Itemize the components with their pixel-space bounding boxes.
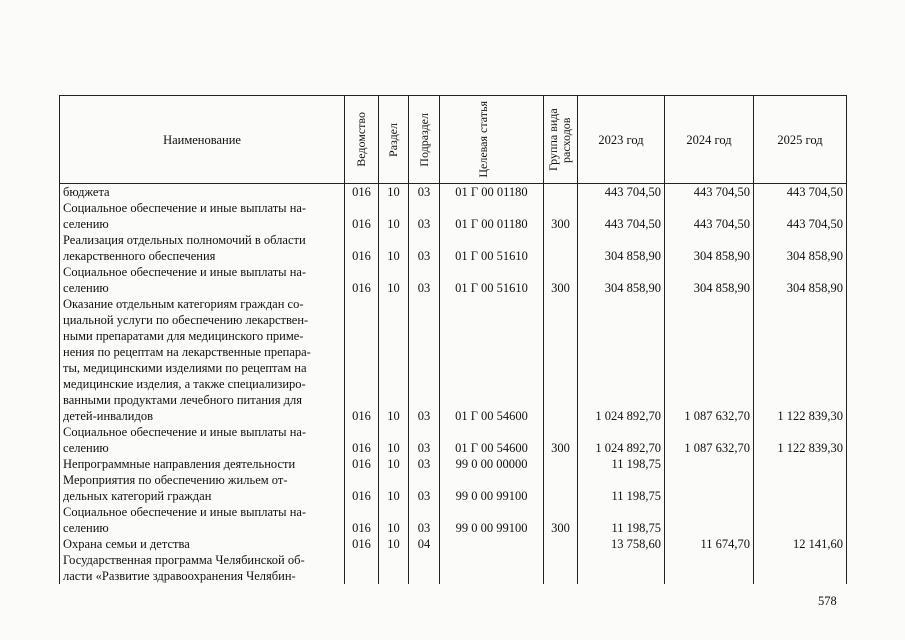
table-row — [60, 552, 847, 584]
row-expense-group — [544, 296, 578, 424]
row-dept: 016 — [345, 424, 379, 456]
row-article: 01 Г 00 51610 — [440, 264, 544, 296]
row-section: 10 — [379, 536, 409, 552]
row-subsection: 03 — [409, 200, 440, 232]
table-row — [60, 472, 847, 504]
row-dept: 016 — [345, 184, 379, 201]
row-value-2024: 443 704,50 — [665, 200, 754, 232]
row-value-2023: 11 198,75 — [578, 504, 665, 536]
row-article — [440, 536, 544, 552]
row-name-line: Социальное обеспечение и иные выплаты на- — [63, 265, 307, 279]
row-value-2024: 1 087 632,70 — [665, 296, 754, 424]
row-name — [60, 504, 345, 536]
table-row — [60, 184, 847, 201]
row-value-2023: 11 198,75 — [578, 472, 665, 504]
table-row — [60, 536, 847, 552]
row-name — [60, 232, 345, 264]
row-subsection: 03 — [409, 184, 440, 201]
row-value-2023: 13 758,60 — [578, 536, 665, 552]
row-section: 10 — [379, 200, 409, 232]
row-name-line: Оказание отдельным категориям граждан со- — [63, 297, 304, 311]
row-value-2023: 443 704,50 — [578, 200, 665, 232]
row-dept: 016 — [345, 536, 379, 552]
row-dept: 016 — [345, 504, 379, 536]
row-dept: 016 — [345, 264, 379, 296]
row-name — [60, 536, 345, 552]
table-row — [60, 232, 847, 264]
row-section: 10 — [379, 296, 409, 424]
row-article: 99 0 00 99100 — [440, 472, 544, 504]
row-value-2025: 1 122 839,30 — [754, 424, 847, 456]
row-name — [60, 424, 345, 456]
row-subsection: 03 — [409, 232, 440, 264]
header-expense-group: Группа вида расходов — [544, 96, 578, 184]
row-name-line: Непрограммные направления деятельности — [63, 457, 296, 471]
row-name-line: ласти «Развитие здравоохранения Челябин- — [63, 569, 296, 583]
row-name — [60, 264, 345, 296]
row-value-2025: 1 122 839,30 — [754, 296, 847, 424]
row-name-line: Реализация отдельных полномочий в области — [63, 233, 306, 247]
row-expense-group: 300 — [544, 264, 578, 296]
row-value-2024 — [665, 472, 754, 504]
header-2023: 2023 год — [578, 96, 665, 184]
row-value-2024 — [665, 552, 754, 584]
row-value-2025: 304 858,90 — [754, 232, 847, 264]
row-article: 01 Г 00 01180 — [440, 200, 544, 232]
row-article: 01 Г 00 54600 — [440, 424, 544, 456]
row-value-2024: 304 858,90 — [665, 264, 754, 296]
row-value-2025 — [754, 472, 847, 504]
row-expense-group: 300 — [544, 504, 578, 536]
header-name: Наименование — [60, 96, 345, 184]
row-name-line: дельных категорий граждан — [63, 489, 212, 503]
row-name-line: селению — [63, 441, 109, 455]
table-body — [60, 184, 847, 585]
table-row — [60, 504, 847, 536]
row-name — [60, 296, 345, 424]
row-name-line: детей-инвалидов — [63, 409, 153, 423]
row-value-2025 — [754, 504, 847, 536]
row-expense-group — [544, 536, 578, 552]
row-expense-group — [544, 552, 578, 584]
row-subsection: 04 — [409, 536, 440, 552]
row-article: 01 Г 00 54600 — [440, 296, 544, 424]
row-section — [379, 552, 409, 584]
row-dept: 016 — [345, 200, 379, 232]
row-article: 99 0 00 99100 — [440, 504, 544, 536]
row-subsection — [409, 552, 440, 584]
row-section: 10 — [379, 264, 409, 296]
row-value-2023 — [578, 552, 665, 584]
row-name-line: Мероприятия по обеспечению жильем от- — [63, 473, 288, 487]
row-name-line: селению — [63, 521, 109, 535]
row-value-2025: 443 704,50 — [754, 184, 847, 201]
row-subsection: 03 — [409, 264, 440, 296]
row-name-line: Охрана семьи и детства — [63, 537, 190, 551]
row-value-2024 — [665, 456, 754, 472]
row-expense-group — [544, 472, 578, 504]
row-name-line: Социальное обеспечение и иные выплаты на- — [63, 505, 307, 519]
row-name-line: ванными продуктами лечебного питания для — [63, 393, 302, 407]
row-expense-group — [544, 184, 578, 201]
row-name — [60, 184, 345, 201]
row-value-2023: 1 024 892,70 — [578, 424, 665, 456]
row-section: 10 — [379, 232, 409, 264]
table-row — [60, 424, 847, 456]
header-2024: 2024 год — [665, 96, 754, 184]
row-expense-group: 300 — [544, 424, 578, 456]
row-name-line: нения по рецептам на лекарственные препара- — [63, 345, 311, 359]
table-row — [60, 296, 847, 424]
table-row — [60, 456, 847, 472]
row-name-line: Социальное обеспечение и иные выплаты на- — [63, 201, 307, 215]
row-article — [440, 552, 544, 584]
budget-table — [59, 95, 847, 584]
row-name-line: ными препаратами для медицинского приме- — [63, 329, 304, 343]
row-value-2024 — [665, 504, 754, 536]
table-row — [60, 200, 847, 232]
row-dept — [345, 552, 379, 584]
row-value-2025: 304 858,90 — [754, 264, 847, 296]
row-value-2023: 1 024 892,70 — [578, 296, 665, 424]
row-subsection: 03 — [409, 472, 440, 504]
row-name-line: Социальное обеспечение и иные выплаты на- — [63, 425, 307, 439]
row-name-line: бюджета — [63, 185, 110, 199]
row-section: 10 — [379, 504, 409, 536]
row-value-2025: 443 704,50 — [754, 200, 847, 232]
row-section: 10 — [379, 456, 409, 472]
row-value-2024: 1 087 632,70 — [665, 424, 754, 456]
row-article: 99 0 00 00000 — [440, 456, 544, 472]
header-article: Целевая статья — [440, 96, 544, 184]
row-name-line: медицинские изделия, а также специализиро- — [63, 377, 306, 391]
row-value-2023: 304 858,90 — [578, 232, 665, 264]
row-name-line: ты, медицинскими изделиями по рецептам на — [63, 361, 307, 375]
header-dept: Ведомство — [345, 96, 379, 184]
row-dept: 016 — [345, 456, 379, 472]
row-article: 01 Г 00 01180 — [440, 184, 544, 201]
header-section: Раздел — [379, 96, 409, 184]
row-value-2025 — [754, 456, 847, 472]
row-name — [60, 472, 345, 504]
row-name-line: циальной услуги по обеспечению лекарствен- — [63, 313, 309, 327]
row-value-2025: 12 141,60 — [754, 536, 847, 552]
row-expense-group: 300 — [544, 200, 578, 232]
row-name-line: Государственная программа Челябинской об- — [63, 553, 305, 567]
table-row — [60, 264, 847, 296]
row-dept: 016 — [345, 472, 379, 504]
row-dept: 016 — [345, 232, 379, 264]
row-value-2024: 443 704,50 — [665, 184, 754, 201]
row-article: 01 Г 00 51610 — [440, 232, 544, 264]
row-name-line: селению — [63, 217, 109, 231]
row-subsection: 03 — [409, 456, 440, 472]
row-expense-group — [544, 456, 578, 472]
row-subsection: 03 — [409, 296, 440, 424]
row-expense-group — [544, 232, 578, 264]
header-2025: 2025 год — [754, 96, 847, 184]
row-subsection: 03 — [409, 504, 440, 536]
row-section: 10 — [379, 424, 409, 456]
row-subsection: 03 — [409, 424, 440, 456]
row-name-line: лекарственного обеспечения — [63, 249, 216, 263]
row-value-2024: 304 858,90 — [665, 232, 754, 264]
header-subsection: Подраздел — [409, 96, 440, 184]
row-section: 10 — [379, 184, 409, 201]
row-value-2023: 443 704,50 — [578, 184, 665, 201]
row-name — [60, 200, 345, 232]
header-row — [60, 96, 847, 184]
row-value-2023: 304 858,90 — [578, 264, 665, 296]
row-section: 10 — [379, 472, 409, 504]
row-name — [60, 456, 345, 472]
row-dept: 016 — [345, 296, 379, 424]
row-value-2023: 11 198,75 — [578, 456, 665, 472]
row-value-2025 — [754, 552, 847, 584]
page-number: 578 — [818, 594, 837, 608]
row-value-2024: 11 674,70 — [665, 536, 754, 552]
row-name — [60, 552, 345, 584]
row-name-line: селению — [63, 281, 109, 295]
